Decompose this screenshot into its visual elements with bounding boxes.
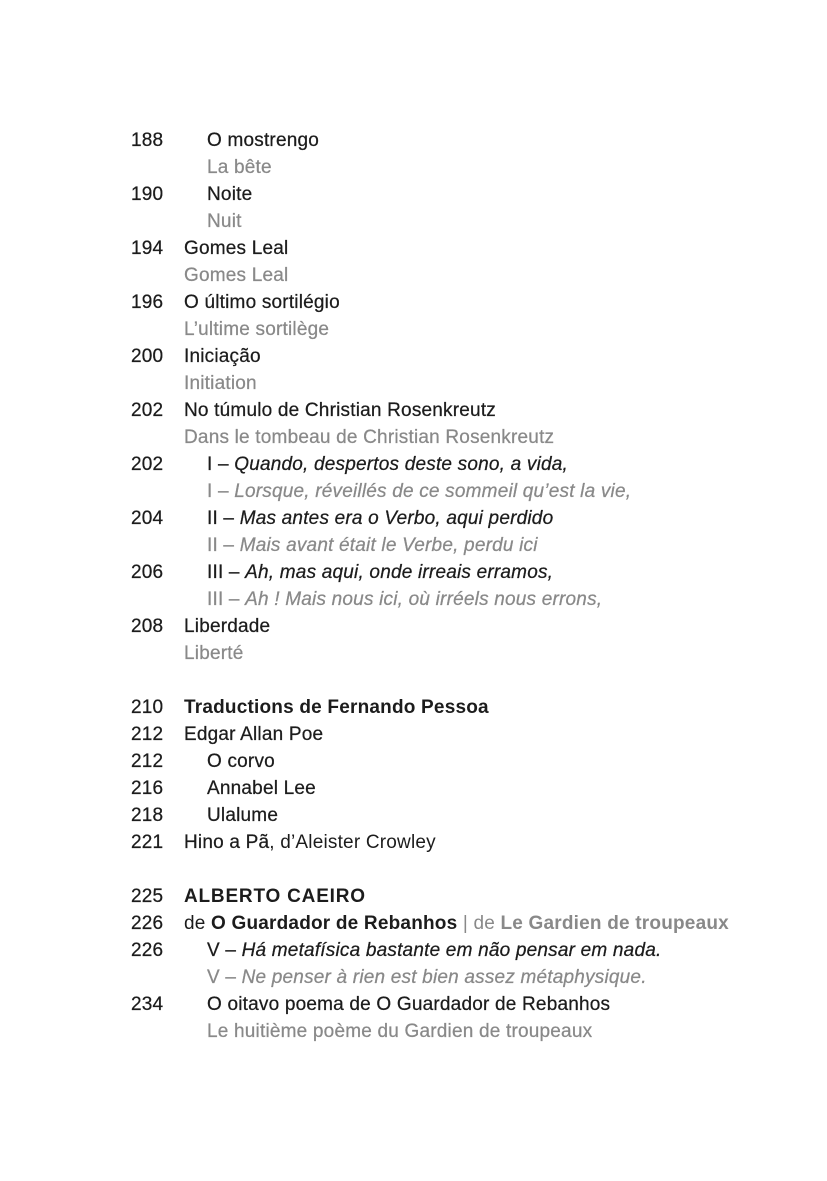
- entry-text: Quando, despertos deste sono, a vida,: [234, 454, 569, 475]
- toc-row: [131, 127, 797, 154]
- entry-title: [184, 181, 252, 208]
- entry-text: II –: [207, 535, 240, 556]
- entry-title: [184, 289, 340, 316]
- page-number: 204: [131, 508, 164, 529]
- entry-text: O corvo: [207, 751, 275, 772]
- entry-title: [184, 559, 553, 586]
- entry-text: Annabel Lee: [207, 778, 316, 799]
- entry-text: Há metafísica bastante em não pensar em nada.: [241, 940, 662, 961]
- entry-text: Gomes Leal: [184, 238, 289, 259]
- entry-text: V –: [207, 940, 242, 961]
- entry-title: [184, 370, 257, 397]
- entry-title: [184, 694, 489, 721]
- toc-row: [131, 910, 797, 937]
- toc-row: [131, 775, 797, 802]
- entry-text: Ne penser à rien est bien assez métaphysique.: [241, 967, 647, 988]
- entry-text: |: [457, 913, 474, 934]
- entry-text: No túmulo de Christian Rosenkreutz: [184, 400, 496, 421]
- entry-title: [184, 586, 602, 613]
- entry-text: Gomes Leal: [184, 265, 289, 286]
- entry-title: [184, 910, 729, 937]
- toc-section-3: [131, 883, 797, 1045]
- toc-row: [131, 181, 797, 208]
- entry-title: [184, 127, 319, 154]
- entry-text: I –: [207, 454, 235, 475]
- page-number: 194: [131, 238, 164, 259]
- toc-row-translation: [131, 424, 797, 451]
- entry-text: Iniciação: [184, 346, 261, 367]
- entry-title: [184, 343, 261, 370]
- entry-title: [184, 505, 553, 532]
- entry-text: Hino a Pã: [184, 832, 270, 853]
- entry-title: [184, 208, 242, 235]
- entry-title: [184, 262, 288, 289]
- page-number: 225: [131, 886, 164, 907]
- page-number: 188: [131, 130, 164, 151]
- page-number: 202: [131, 454, 164, 475]
- toc: [131, 127, 797, 1045]
- toc-row: [131, 694, 797, 721]
- entry-text: O mostrengo: [207, 130, 320, 151]
- entry-title: [184, 829, 436, 856]
- entry-text: La bête: [207, 157, 272, 178]
- page-number: 212: [131, 724, 164, 745]
- entry-title: [184, 721, 323, 748]
- entry-text: Liberté: [184, 643, 244, 664]
- entry-text: Initiation: [184, 373, 257, 394]
- page-number: 190: [131, 184, 164, 205]
- entry-title: [184, 1018, 592, 1045]
- entry-title: [184, 613, 270, 640]
- entry-text: O Guardador de Rebanhos: [211, 913, 458, 934]
- entry-text: III –: [207, 589, 246, 610]
- toc-row: [131, 991, 797, 1018]
- entry-text: O último sortilégio: [184, 292, 340, 313]
- entry-text: Ah, mas aqui, onde irreais erramos,: [245, 562, 554, 583]
- page-number: 216: [131, 778, 164, 799]
- entry-title: [184, 964, 647, 991]
- entry-title: [184, 235, 288, 262]
- toc-section-1: [131, 127, 797, 667]
- toc-row: [131, 748, 797, 775]
- entry-title: [184, 775, 316, 802]
- entry-text: Ulalume: [207, 805, 279, 826]
- entry-title: [184, 937, 661, 964]
- entry-title: [184, 532, 538, 559]
- toc-row: [131, 613, 797, 640]
- page-number: 200: [131, 346, 164, 367]
- page-number: 206: [131, 562, 164, 583]
- entry-text: Liberdade: [184, 616, 271, 637]
- toc-row-translation: [131, 586, 797, 613]
- toc-row-translation: [131, 478, 797, 505]
- page-number: 218: [131, 805, 164, 826]
- toc-row-translation: [131, 316, 797, 343]
- entry-title: [184, 316, 329, 343]
- toc-row-translation: [131, 640, 797, 667]
- toc-row: [131, 397, 797, 424]
- toc-row: [131, 829, 797, 856]
- entry-text: Edgar Allan Poe: [184, 724, 324, 745]
- entry-text: Mais avant était le Verbe, perdu ici: [239, 535, 538, 556]
- toc-row: [131, 289, 797, 316]
- page-number: 221: [131, 832, 164, 853]
- toc-row: [131, 721, 797, 748]
- entry-title: [184, 991, 610, 1018]
- toc-row-translation: [131, 262, 797, 289]
- entry-text: Dans le tombeau de Christian Rosenkreutz: [184, 427, 555, 448]
- page-number: 196: [131, 292, 164, 313]
- entry-title: [184, 640, 244, 667]
- entry-text: Ah ! Mais nous ici, où irréels nous errons,: [245, 589, 603, 610]
- entry-title: [184, 802, 278, 829]
- entry-title: [184, 424, 554, 451]
- entry-text: ALBERTO CAEIRO: [184, 886, 366, 907]
- toc-row: [131, 235, 797, 262]
- entry-text: Lorsque, réveillés de ce sommeil qu’est la vie,: [234, 481, 632, 502]
- page-number: 212: [131, 751, 164, 772]
- entry-text: III –: [207, 562, 246, 583]
- toc-row-translation: [131, 964, 797, 991]
- entry-text: Mas antes era o Verbo, aqui perdido: [239, 508, 554, 529]
- toc-row: [131, 937, 797, 964]
- page-number: 208: [131, 616, 164, 637]
- entry-text: Le huitième poème du Gardien de troupeaux: [207, 1021, 593, 1042]
- entry-text: de: [184, 913, 212, 934]
- toc-row-translation: [131, 370, 797, 397]
- entry-title: [184, 451, 568, 478]
- toc-section-2: [131, 694, 797, 856]
- entry-text: Nuit: [207, 211, 242, 232]
- page-number: 234: [131, 994, 164, 1015]
- page-number: 226: [131, 913, 164, 934]
- page-number: 226: [131, 940, 164, 961]
- entry-text: L’ultime sortilège: [184, 319, 330, 340]
- entry-text: V –: [207, 967, 242, 988]
- toc-row: [131, 559, 797, 586]
- toc-row-translation: [131, 208, 797, 235]
- page-number: 210: [131, 697, 164, 718]
- entry-title: [184, 883, 366, 910]
- toc-row-translation: [131, 1018, 797, 1045]
- toc-row-translation: [131, 154, 797, 181]
- entry-text: Noite: [207, 184, 253, 205]
- entry-text: Le Gardien de troupeaux: [500, 913, 729, 934]
- entry-text: I –: [207, 481, 235, 502]
- entry-title: [184, 478, 631, 505]
- entry-text: II –: [207, 508, 240, 529]
- toc-row: [131, 802, 797, 829]
- toc-row: [131, 343, 797, 370]
- toc-row-translation: [131, 532, 797, 559]
- toc-row: [131, 451, 797, 478]
- entry-title: [184, 154, 272, 181]
- entry-text: O oitavo poema de O Guardador de Rebanhos: [207, 994, 611, 1015]
- entry-text: Traductions de Fernando Pessoa: [184, 697, 489, 718]
- entry-text: , d’Aleister Crowley: [269, 832, 436, 853]
- entry-title: [184, 397, 496, 424]
- entry-title: [184, 748, 275, 775]
- entry-text: de: [473, 913, 501, 934]
- toc-row: [131, 883, 797, 910]
- toc-row: [131, 505, 797, 532]
- page-number: 202: [131, 400, 164, 421]
